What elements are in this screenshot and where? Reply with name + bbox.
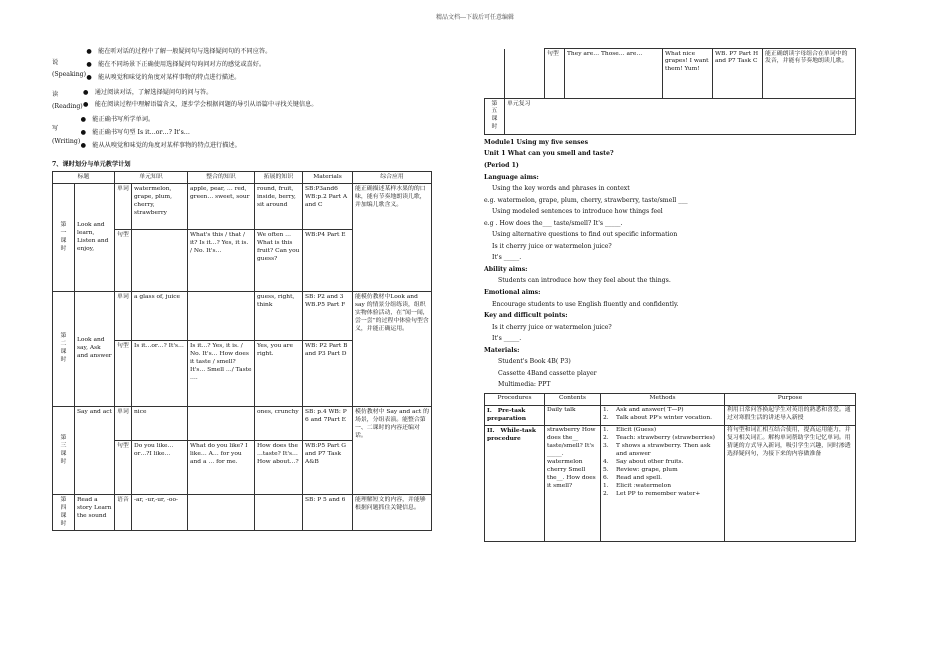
skill-item: ● 能正确书写所学单词。 — [80, 116, 155, 124]
cell: What do you like? I like… A… for you and a … for me. — [188, 441, 255, 495]
module-title: Module1 Using my five senses — [484, 138, 589, 146]
section-heading: Ability aims: — [484, 265, 528, 273]
skill-label-zh: 说 — [52, 58, 59, 66]
cell: SB: P2 and 3 WB.P5 Part F — [303, 292, 353, 341]
cell: We often … What is this fruit? Can you guess? — [255, 230, 303, 292]
list-item: 5. Review: grape, plum — [603, 467, 678, 474]
cell: SB: P 5 and 6 — [303, 495, 353, 531]
cell: watermelon, grape, plum, cherry, strawberry — [132, 184, 188, 230]
left-column — [52, 48, 432, 531]
table-row — [53, 292, 432, 341]
period-cell: 第 四 课 时 — [53, 495, 75, 531]
type-cell: 语音 — [115, 495, 132, 531]
table-row — [53, 495, 432, 531]
period-cell: 第 二 课 时 — [53, 292, 75, 407]
skill-label-zh: 读 — [52, 91, 59, 99]
cell: apple, pear, … red, green… sweet, sour — [188, 184, 255, 230]
section-heading: Emotional aims: — [484, 288, 541, 296]
lesson-title: Read a story Learn the sound — [75, 495, 115, 531]
list-item: 1. Elicit (Guess) — [603, 427, 657, 434]
section-heading: Language aims: — [484, 173, 539, 181]
cell: SB: p.4 WB: P 6 and 7Part E — [303, 407, 353, 441]
cell — [188, 407, 255, 441]
methods-cell — [601, 405, 725, 425]
cell: WB:P5 Part G and P7 Task A&B — [303, 441, 353, 495]
procedure-cell: I. Pre-task preparation — [485, 405, 545, 425]
period-cell: 第 三 课 时 — [53, 407, 75, 495]
skill-item: ● 能从嗅觉和味觉的角度对某样事物的特点进行描述。 — [86, 73, 241, 81]
cell: WB: P2 Part B and P3 Part D — [303, 341, 353, 407]
cell — [188, 495, 255, 531]
type-cell: 句型 — [545, 49, 565, 99]
cell: 能正确朗读字母组合在单词中的发音，并能有节奏地朗读儿歌。 — [763, 49, 856, 99]
table-header-row — [53, 172, 432, 184]
type-cell: 单词 — [115, 184, 132, 230]
period-title: (Period 1) — [484, 161, 519, 169]
col-header: 拓展的知识 — [255, 172, 303, 184]
section-heading: Materials: — [484, 346, 520, 354]
skill-label-en: (Writing) — [52, 137, 81, 145]
page-header: 精品文档---下载后可任意编辑 — [435, 14, 515, 21]
table-header-row — [485, 393, 856, 405]
methods-cell — [601, 425, 725, 541]
col-header: 整合的知识 — [188, 172, 255, 184]
cell: They are… Those… are… — [565, 49, 663, 99]
lesson-title: Say and act — [75, 407, 115, 495]
skill-label-en: (Speaking) — [52, 71, 87, 79]
list-item: 3. T shows a strawberry. Then ask and answer — [603, 443, 711, 458]
purpose-cell: 将句型和词汇相互结合使用，提高运用能力，并复习相关词汇。解构单词帮助学生记忆单词。用猜谜的方式导入新词，吸引学生兴趣，同时渗透选择疑问句，为接下来的内容做准备 — [725, 425, 856, 541]
cell: WB:P4 Part E — [303, 230, 353, 292]
skill-reading — [52, 89, 432, 115]
table-row — [53, 184, 432, 230]
lesson-plan-table — [52, 171, 432, 531]
cell: Do you like… or…?I like… — [132, 441, 188, 495]
cell: Is it…? Yes, it is. / No. It's… How does it taste / smell? It's… Smell …/ Taste …. — [188, 341, 255, 407]
table-row — [485, 425, 856, 541]
list-item: 1. Elicit :watermelon — [603, 483, 671, 490]
skill-item: ● 能在听对话的过程中了解一般疑问句与选择疑问句的不同应答。 — [86, 48, 272, 55]
unit-title: Unit 1 What can you smell and taste? — [484, 150, 614, 158]
application-cell: 模仿教材中 Say and act 的场景，分组表演。能整合第一、二课时的内容还编对话。 — [353, 407, 432, 495]
table-row — [53, 407, 432, 441]
cell: guess, right, think — [255, 292, 303, 341]
skill-item: ● 通过阅读对话，了解选择疑问句的问与答。 — [83, 88, 213, 96]
table-row — [485, 99, 856, 135]
skill-item: ● 能在阅读过程中理解语篇含义，逐步学会根据问题的导引从语篇中寻找关键信息。 — [83, 101, 318, 109]
list-item: 2. Teach: strawberry (strawberries) — [603, 435, 715, 442]
cell: a glass of, juice — [132, 292, 188, 341]
skill-item: ● 能从从嗅觉和味觉的角度对某样事物的特点进行描述。 — [80, 142, 241, 150]
table-row — [485, 49, 856, 99]
cell: ones, crunchy — [255, 407, 303, 441]
content-cell: strawberry How does the__ taste/smell? It's _____. watermelon cherry Smell the__. How does it smell? — [545, 425, 601, 541]
right-column — [484, 48, 856, 542]
purpose-cell: 利用日常问答换起学生对英语的熟悉和喜爱。通过对寒假生活的讲述导入新授 — [725, 405, 856, 425]
type-cell: 句型 — [115, 441, 132, 495]
lesson-title: Look and learn, Listen and enjoy, — [75, 184, 115, 292]
application-cell: 能正确描述某样水果的的口味，能有节奏地朗读儿歌，并加编儿歌含义。 — [353, 184, 432, 292]
skill-writing — [52, 116, 432, 155]
col-header: Purpose — [725, 393, 856, 405]
col-header: 综合应用 — [353, 172, 432, 184]
period-cell: 第 五 课 时 — [485, 99, 505, 135]
cell: How does the …taste? It's… How about…? — [255, 441, 303, 495]
skills-section — [52, 48, 432, 155]
period-cell: 第 一 课 时 — [53, 184, 75, 292]
content-cell: Daily talk — [545, 405, 601, 425]
list-item: 6. Read and spell. — [603, 475, 662, 482]
type-cell: 单词 — [115, 407, 132, 441]
list-item: 1. Ask and answer( T—P) — [603, 407, 684, 414]
col-header: 单元知识 — [115, 172, 188, 184]
continued-plan-table — [484, 48, 856, 135]
cell: -ar, -ur,-ur, -oo- — [132, 495, 188, 531]
table-row — [485, 405, 856, 425]
procedure-cell: II. While-task procedure — [485, 425, 545, 541]
type-cell: 单词 — [115, 292, 132, 341]
cell: SB:P3and6 WB:p.2 Part A and C — [303, 184, 353, 230]
section-heading: Key and difficult points: — [484, 312, 568, 320]
application-cell: 能模仿教材中Look and say 的情景分组练读，组织实物体验活动，在“闻一闻，尝一尝”的过程中体验句型含义，并能正确运用。 — [353, 292, 432, 407]
list-item: 4. Say about other fruits. — [603, 459, 684, 466]
col-header: Contents — [545, 393, 601, 405]
skill-item: ● 能在不同场景下正确使用选择疑问句询问对方的感觉或喜好。 — [86, 60, 266, 68]
type-cell: 句型 — [115, 230, 132, 292]
list-item: 2. Talk about PP's winter vocation. — [603, 415, 713, 422]
skill-label-en: (Reading) — [52, 103, 83, 111]
review-cell: 单元复习 — [505, 99, 856, 135]
cell — [132, 230, 188, 292]
skill-item: ● 能正确书写句型 Is it…or…? It's… — [80, 129, 190, 137]
application-cell: 能理解短文的内容，并能够根据问题抓住关键信息。 — [353, 495, 432, 531]
col-header: 标题 — [53, 172, 115, 184]
cell — [255, 495, 303, 531]
cell: round, fruit, inside, berry, sit around — [255, 184, 303, 230]
cell: What nice grapes! I want them! Yum! — [663, 49, 713, 99]
col-header: Procedures — [485, 393, 545, 405]
lesson-plan-text: Module1 Using my five senses Unit 1 What can you smell and taste? (Period 1) Language aims: Using the key words and phrases in context e.g. watermelon, grape, plum, cherry, strawberry, taste/smell ___ Using modeled sentences to introduce how things feel e.g . How does the___ taste/smell? It's _____. Using alternative questions to find out specific information Is it cherry juice or watermelon juice? It's _____. Ability aims: Students can introduce how they feel about the things. Emotional aims: Encourage students to use English fluently and confidently. Key and difficult points: Is it cherry juice or watermelon juice? It's _____. Materials: Student's Book 4B( P3) Cassette 4Band cassette player Multimedia: PPT — [484, 139, 856, 390]
list-item: 2. Let PP to remember water+ — [603, 491, 701, 498]
type-cell: 句型 — [115, 341, 132, 407]
cell: nice — [132, 407, 188, 441]
cell: Yes, you are right. — [255, 341, 303, 407]
cell: Is it…or…? It's… — [132, 341, 188, 407]
lesson-title: Look and say, Ask and answer — [75, 292, 115, 407]
section-7-title: 7、课时划分与单元教学计划 — [52, 160, 131, 168]
skill-label-zh: 写 — [52, 125, 59, 133]
col-header: Materials — [303, 172, 353, 184]
col-header: Methods — [601, 393, 725, 405]
cell — [188, 292, 255, 341]
cell: What's this / that / it? Is it…? Yes, it is. / No. It's… — [188, 230, 255, 292]
procedure-table — [484, 393, 856, 542]
cell: WB. P7 Part H and P7 Task C — [713, 49, 763, 99]
skill-speaking — [52, 48, 432, 87]
